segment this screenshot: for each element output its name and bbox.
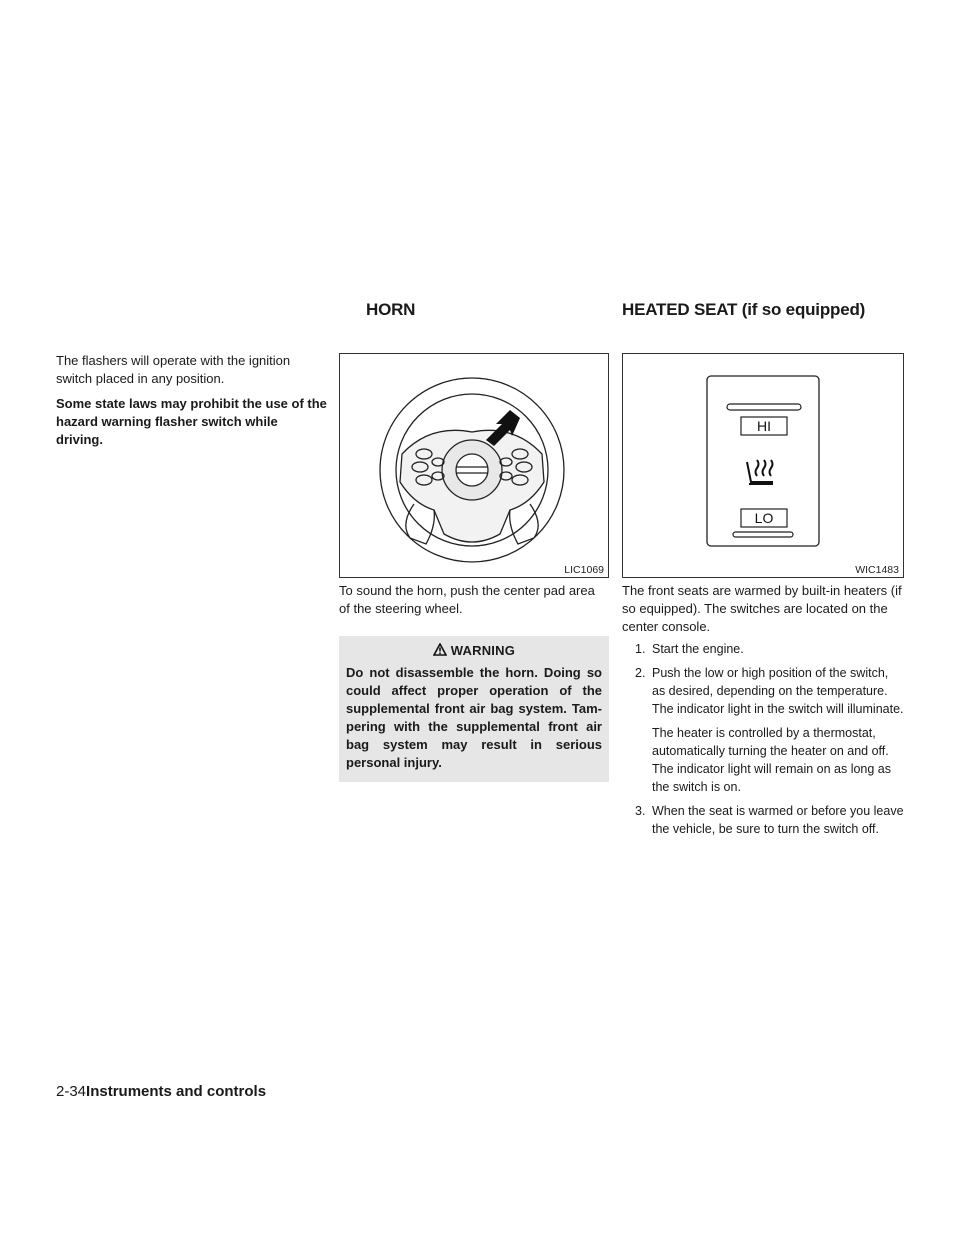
warning-triangle-icon	[433, 643, 447, 656]
warning-title: WARNING	[450, 643, 516, 658]
warning-text: Do not disassemble the horn. Doing so could affect proper operation of the supplemental front air bag system. Tam-pering with the supplemental front air bag system may result in serious personal injury.	[346, 665, 602, 770]
heated-seat-heading: HEATED SEAT (if so equipped)	[622, 300, 866, 319]
page-number: 2-34	[56, 1083, 87, 1100]
steering-wheel-figure	[339, 353, 609, 578]
switch-hi-label: HI	[757, 418, 771, 434]
horn-section	[339, 582, 609, 782]
list-item: 2. Push the low or high position of the switch, as desired, depending on the temperature. The indicator light in the switch will illuminate. The heater is controlled by a thermostat, automatically turning the heater on and off. The indicator light will remain on as long as the switch is on.	[635, 666, 904, 794]
state-law-paragraph: Some state laws may prohibit the use of the hazard warning flasher switch while driving.	[56, 396, 327, 447]
horn-heading: HORN	[366, 300, 416, 319]
steering-wheel-illustration	[340, 354, 608, 577]
figure-code: WIC1483	[855, 564, 899, 576]
flasher-paragraph: The flashers will operate with the ignition switch placed in any position.	[56, 353, 291, 386]
left-column	[56, 352, 328, 456]
list-item: 3. When the seat is warmed or before you leave the vehicle, be sure to turn the switch off.	[635, 804, 904, 836]
heated-seat-section	[622, 582, 904, 844]
step-note: The heater is controlled by a thermostat, automatically turning the heater on and off. The indicator light will remain on as long as the switch is on.	[652, 726, 892, 794]
seat-heater-icon	[747, 460, 773, 484]
figure-code: LIC1069	[564, 564, 604, 576]
list-item: 1. Start the engine.	[635, 642, 744, 656]
warning-header	[346, 642, 602, 660]
section-title: Instruments and controls	[86, 1083, 267, 1100]
heated-seat-intro: The front seats are warmed by built-in heaters (if so equipped). The switches are located on the center console.	[622, 583, 902, 634]
heated-seat-switch-illustration	[623, 354, 903, 577]
switch-lo-label: LO	[754, 510, 774, 526]
horn-instruction: To sound the horn, push the center pad area of the steering wheel.	[339, 583, 595, 616]
page-footer	[56, 1083, 266, 1100]
warning-box	[339, 636, 609, 782]
heated-seat-switch-figure	[622, 353, 904, 578]
heated-seat-steps	[622, 640, 904, 838]
